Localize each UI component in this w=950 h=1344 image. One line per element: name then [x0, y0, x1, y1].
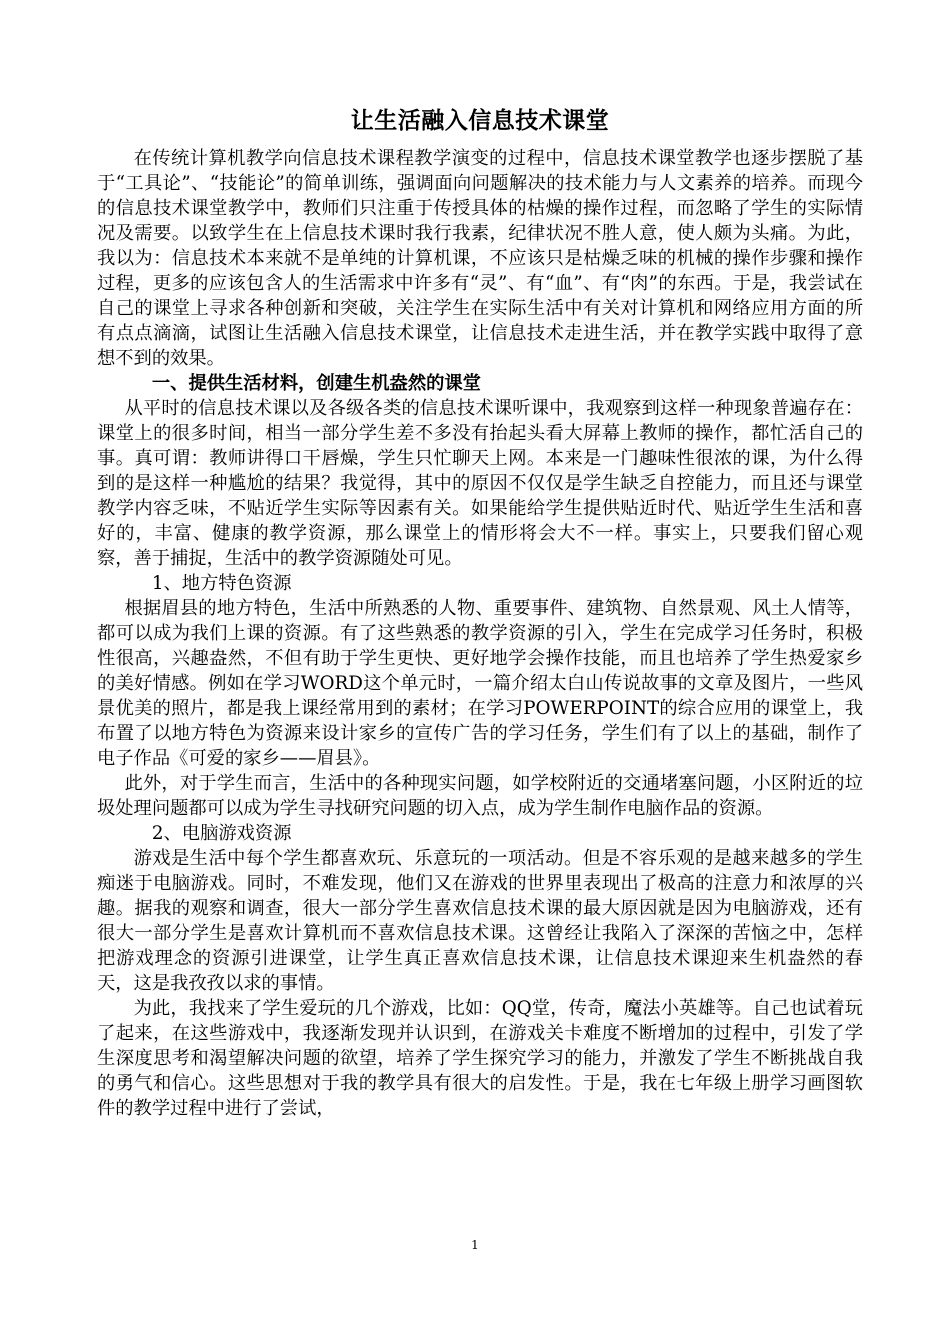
subheading-game-resources: 2、电脑游戏资源 [151, 823, 292, 844]
section-1-paragraph: 从平时的信息技术课以及各级各类的信息技术课听课中，我观察到这样一种现象普遍存在：课堂上的很多时间，相当一部分学生差不多没有抬起头看大屏幕上教师的操作，都忙活自己的事。真可谓：教师讲得口干唇燥，学生只忙聊天上网。本来是一门趣味性很浓的课，为什么得到的是这样一种尴尬的结果？我觉得，其中的原因不仅仅是学生缺乏自控能力，而且还与课堂教学内容乏味，不贴近学生实际等因素有关。如果能给学生提供贴近时代、贴近学生生活和喜好的，丰富、健康的教学资源，那么课堂上的情形将会大不一样。事实上，只要我们留心观察，善于捕捉，生活中的教学资源随处可见。 [97, 398, 863, 569]
game-resources-paragraph: 游戏是生活中每个学生都喜欢玩、乐意玩的一项活动。但是不容乐观的是越来越多的学生痴迷于电脑游戏。同时，不难发现，他们又在游戏的世界里表现出了极高的注意力和浓厚的兴趣。据我的观察和调查，很大一部分学生喜欢信息技术课的最大原因就是因为电脑游戏，还有很大一部分学生是喜欢计算机而不喜欢信息技术课。这曾经让我陷入了深深的苦恼之中，怎样把游戏理念的资源引进课堂，让学生真正喜欢信息技术课，让信息技术课迎来生机盎然的春天，这是我孜孜以求的事情。 [97, 848, 863, 994]
section-heading-1: 一、提供生活材料，创建生机盎然的课堂 [151, 373, 481, 394]
local-resources-paragraph: 根据眉县的地方特色，生活中所熟悉的人物、重要事件、建筑物、自然景观、风土人情等，都可以成为我们上课的资源。有了这些熟悉的教学资源的引入，学生在完成学习任务时，积极性很高，兴趣盎然，不但有助于学生更快、更好地学会操作技能，而且也培养了学生热爱家乡的美好情感。例如在学习WORD这个单元时，一篇介绍太白山传说故事的文章及图片，一些风景优美的照片，都是我上课经常用到的素材；在学习POWERPOINT的综合应用的课堂上，我布置了以地方特色为资源来设计家乡的宣传广告的学习任务，学生们有了以上的基础，制作了电子作品《可爱的家乡——眉县》。 [97, 598, 863, 769]
intro-paragraph: 在传统计算机教学向信息技术课程教学演变的过程中，信息技术课堂教学也逐步摆脱了基于“工具论”、“技能论”的简单训练，强调面向问题解决的技术能力与人文素养的培养。而现今的信息技术课堂教学中，教师们只注重于传授具体的枯燥的操作过程，而忽略了学生的实际情况及需要。以致学生在上信息技术课时我行我素，纪律状况不胜人意，使人颇为头痛。为此，我以为：信息技术本来就不是单纯的计算机课，不应该只是枯燥乏味的机械的操作步骤和操作过程，更多的应该包含人的生活需求中许多有“灵”、有“血”、有“肉”的东西。于是，我尝试在自己的课堂上寻求各种创新和突破，关注学生在实际生活中有关对计算机和网络应用方面的所有点点滴滴，试图让生活融入信息技术课堂，让信息技术走进生活，并在教学实践中取得了意想不到的效果。 [97, 148, 863, 369]
document-body [97, 106, 863, 1121]
additional-resources-paragraph: 此外，对于学生而言，生活中的各种现实问题，如学校附近的交通堵塞问题，小区附近的垃圾处理问题都可以成为学生寻找研究问题的切入点，成为学生制作电脑作品的资源。 [97, 773, 863, 819]
page-number: 1 [471, 1238, 479, 1252]
document-title: 让生活融入信息技术课堂 [350, 107, 610, 134]
subheading-local-resources: 1、地方特色资源 [151, 573, 292, 594]
game-trial-paragraph: 为此，我找来了学生爱玩的几个游戏，比如：QQ堂，传奇，魔法小英雄等。自己也试着玩了起来，在这些游戏中，我逐渐发现并认识到，在游戏关卡难度不断增加的过程中，引发了学生深度思考和渴望解决问题的欲望，培养了学生探究学习的能力，并激发了学生不断挑战自我的勇气和信心。这些思想对于我的教学具有很大的启发性。于是，我在七年级上册学习画图软件的教学过程中进行了尝试， [97, 998, 863, 1119]
